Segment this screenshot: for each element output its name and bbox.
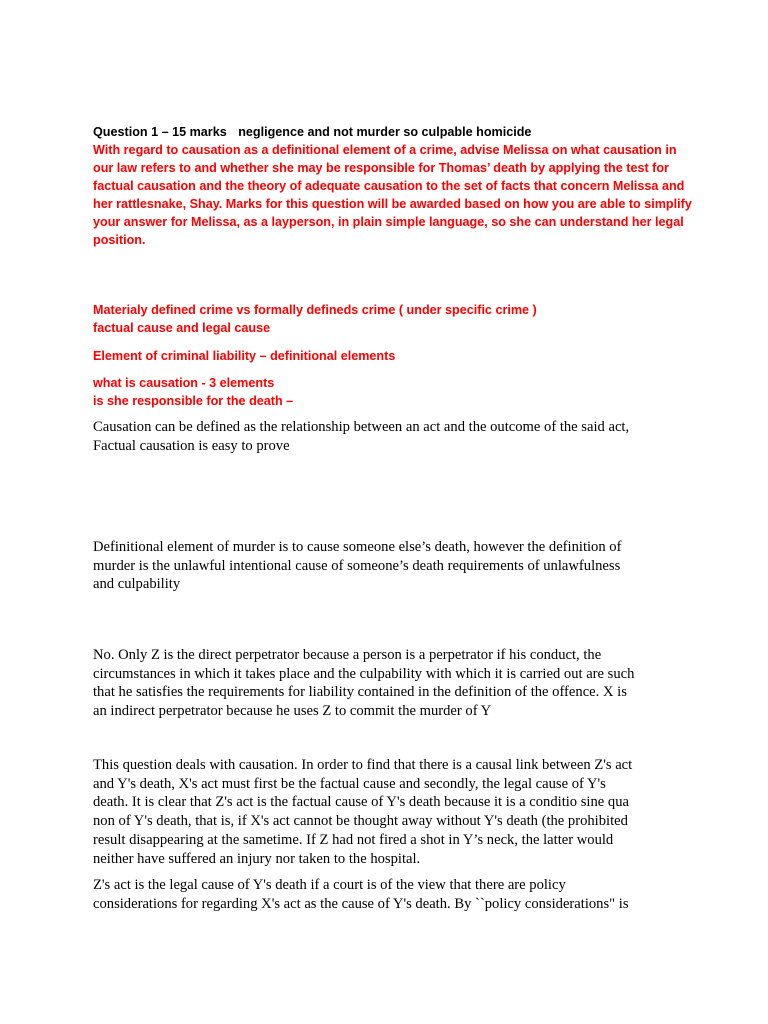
prompt-line: our law refers to and whether she may be responsible for Thomas’ death by applying the test for [93,161,669,175]
paragraph-line: that he satisfies the requirements for liability contained in the definition of the offence. X is [93,684,627,701]
paragraph-line: circumstances in which it takes place and the culpability with which it is carried out are such [93,665,635,682]
paragraph-causation-definition [93,418,678,455]
prompt-line: factual causation and the theory of adequate causation to the set of facts that concern Melissa and [93,179,685,193]
paragraph-line: No. Only Z is the direct perpetrator because a person is a perpetrator if his conduct, the [93,647,602,663]
paragraph-line: and Y's death, X's act must first be the factual cause and secondly, the legal cause of Y's [93,775,606,792]
paragraph-perpetrator [93,646,678,721]
paragraph-line: an indirect perpetrator because he uses Z to commit the murder of Y [93,703,492,720]
paragraph-murder-definition [93,538,678,594]
prompt-line: position. [93,233,146,247]
paragraph-causal-link [93,756,678,868]
question-heading-note: negligence and not murder so culpable homicide [238,125,532,139]
prompt-line: With regard to causation as a definitional element of a crime, advise Melissa on what causation in [93,143,677,157]
prompt-line: your answer for Melissa, as a layperson, in plain simple language, so she can understand her legal [93,215,684,229]
paragraph-line: neither have suffered an injury nor taken to the hospital. [93,850,421,867]
question-prompt [93,141,692,249]
paragraph-line: Causation can be defined as the relationship between an act and the outcome of the said act, [93,419,630,435]
question-heading [93,123,683,141]
note-line: what is causation - 3 elements [93,376,275,390]
paragraph-line: Definitional element of murder is to cause someone else’s death, however the definition of [93,539,622,555]
paragraph-line: and culpability [93,576,181,593]
note-line: Element of criminal liability – definitional elements [93,349,396,363]
paragraph-line: considerations for regarding X's act as the cause of Y's death. By ``policy considerations" is [93,895,629,912]
paragraph-line: non of Y's death, that is, if X's act cannot be thought away without Y's death (the prohibited [93,813,628,830]
paragraph-line: Factual causation is easy to prove [93,437,290,454]
notes-block-causation [93,374,683,410]
question-title: Question 1 – 15 marks [93,125,227,139]
note-line: Materialy defined crime vs formally defineds crime ( under specific crime ) [93,303,537,317]
paragraph-line: This question deals with causation. In order to find that there is a causal link between Z's act [93,757,633,773]
note-line: is she responsible for the death – [93,394,294,408]
note-line: factual cause and legal cause [93,321,271,335]
paragraph-line: death. It is clear that Z's act is the factual cause of Y's death because it is a conditio sine qua [93,794,629,811]
paragraph-line: Z's act is the legal cause of Y's death if a court is of the view that there are policy [93,877,566,893]
notes-block-crime-types [93,301,683,337]
paragraph-legal-cause [93,876,678,913]
paragraph-line: result disappearing at the sametime. If Z had not fired a shot in Y’s neck, the latter would [93,831,614,848]
paragraph-line: murder is the unlawful intentional cause of someone’s death requirements of unlawfulness [93,557,621,574]
prompt-line: her rattlesnake, Shay. Marks for this question will be awarded based on how you are able to simplify [93,197,692,211]
notes-block-liability [93,347,683,365]
